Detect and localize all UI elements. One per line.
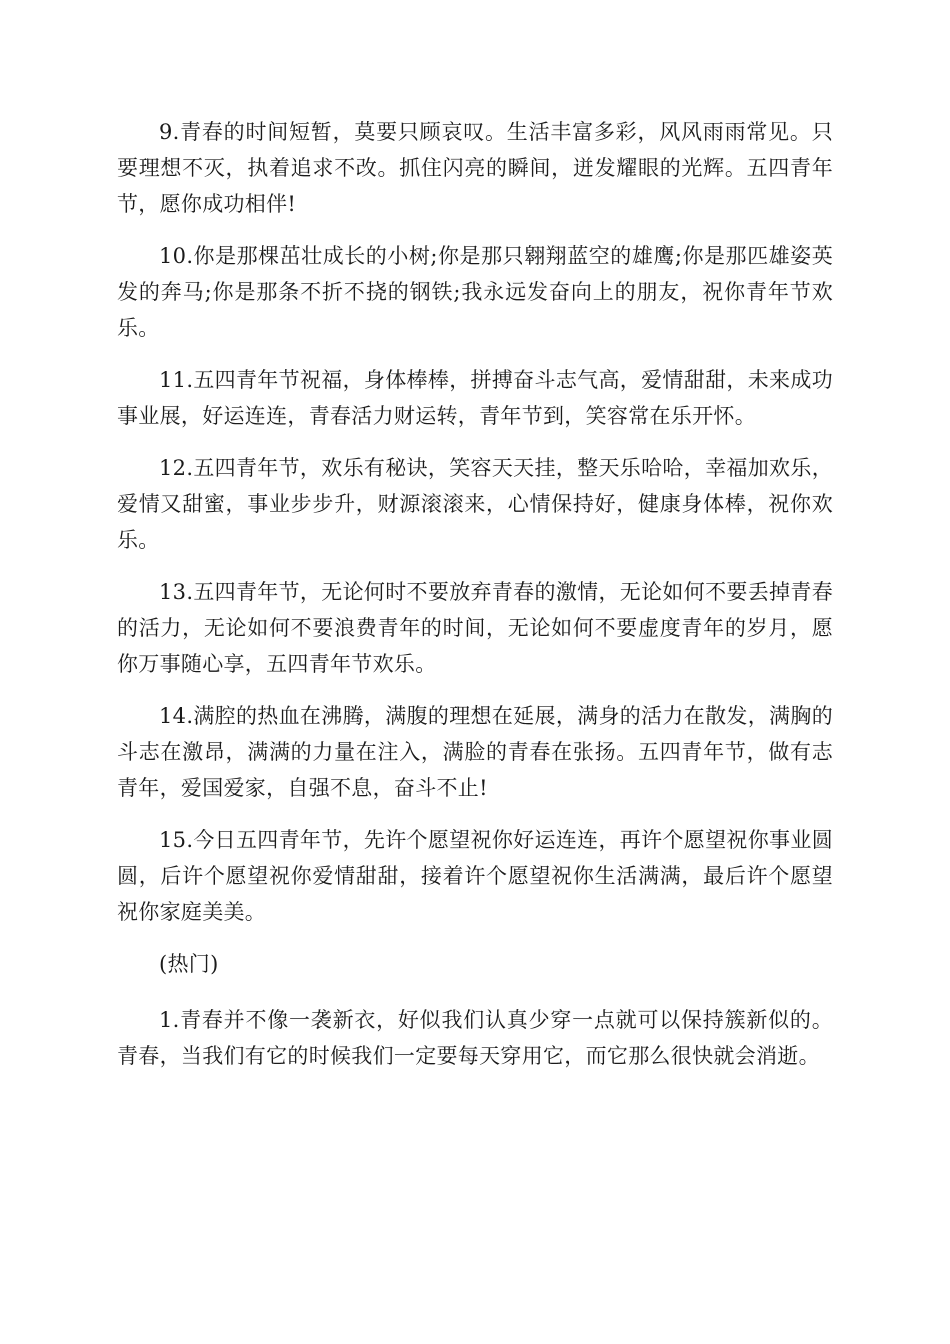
paragraph-item-12: 12.五四青年节，欢乐有秘诀，笑容天天挂，整天乐哈哈，幸福加欢乐，爱情又甜蜜，事业步步升，财源滚滚来，心情保持好，健康身体棒，祝你欢乐。 bbox=[117, 456, 833, 552]
section-paragraph-item-1: 1.青春并不像一袭新衣，好似我们认真少穿一点就可以保持簇新似的。青春，当我们有它的时候我们一定要每天穿用它，而它那么很快就会消逝。 bbox=[117, 1008, 833, 1068]
paragraph-item-15: 15.今日五四青年节，先许个愿望祝你好运连连，再许个愿望祝你事业圆圆，后许个愿望祝你爱情甜甜，接着许个愿望祝你生活满满，最后许个愿望祝你家庭美美。 bbox=[117, 828, 833, 924]
paragraph-item-11: 11.五四青年节祝福，身体棒棒，拼搏奋斗志气高，爱情甜甜，未来成功事业展，好运连连，青春活力财运转，青年节到，笑容常在乐开怀。 bbox=[117, 368, 833, 428]
section-heading: (热门) bbox=[159, 952, 219, 976]
document-page bbox=[117, 114, 833, 1090]
paragraph-item-14: 14.满腔的热血在沸腾，满腹的理想在延展，满身的活力在散发，满胸的斗志在激昂，满满的力量在注入，满脸的青春在张扬。五四青年节，做有志青年，爱国爱家，自强不息，奋斗不止! bbox=[117, 704, 833, 800]
paragraph-item-13: 13.五四青年节，无论何时不要放弃青春的激情，无论如何不要丢掉青春的活力，无论如何不要浪费青年的时间，无论如何不要虚度青年的岁月，愿你万事随心享，五四青年节欢乐。 bbox=[117, 580, 833, 676]
paragraph-item-10: 10.你是那棵茁壮成长的小树;你是那只翱翔蓝空的雄鹰;你是那匹雄姿英发的奔马;你是那条不折不挠的钢铁;我永远发奋向上的朋友，祝你青年节欢乐。 bbox=[117, 244, 833, 340]
paragraph-item-9: 9.青春的时间短暂，莫要只顾哀叹。生活丰富多彩，风风雨雨常见。只要理想不灭，执着追求不改。抓住闪亮的瞬间，迸发耀眼的光辉。五四青年节，愿你成功相伴! bbox=[117, 120, 833, 216]
